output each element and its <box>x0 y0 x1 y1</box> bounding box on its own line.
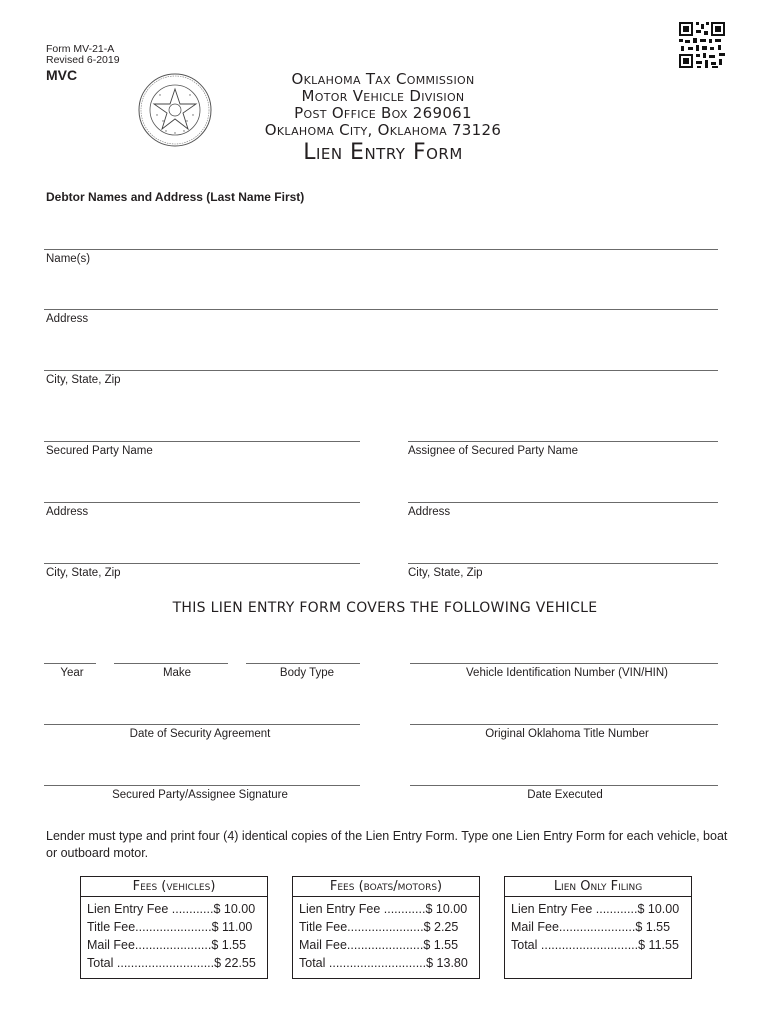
agency-line-4: Oklahoma City, Oklahoma 73126 <box>264 121 502 139</box>
fees-vehicles-title: Fees (vehicles) <box>81 877 267 897</box>
secured-party-name-label: Secured Party Name <box>46 445 153 457</box>
debtor-city-label: City, State, Zip <box>46 374 121 386</box>
fee-row: Mail Fee......................$ 1.55 <box>511 920 671 934</box>
security-date-line[interactable] <box>44 724 360 725</box>
fees-vehicles-box <box>80 876 268 979</box>
secured-party-city-label: City, State, Zip <box>46 567 121 579</box>
fee-row: Title Fee......................$ 11.00 <box>87 920 253 934</box>
date-executed-label: Date Executed <box>527 789 603 801</box>
signature-line[interactable] <box>44 785 360 786</box>
secured-party-address-label: Address <box>46 506 89 518</box>
assignee-name-line[interactable] <box>408 441 718 442</box>
form-title: Lien Entry Form <box>303 140 463 165</box>
oklahoma-state-seal-icon <box>138 73 212 147</box>
agency-line-2: Motor Vehicle Division <box>301 87 465 105</box>
secured-party-address-line[interactable] <box>44 502 360 503</box>
fees-boats-title: Fees (boats/motors) <box>293 877 479 897</box>
assignee-city-line[interactable] <box>408 563 718 564</box>
lien-only-box <box>504 876 692 979</box>
debtor-names-line[interactable] <box>44 249 718 250</box>
lien-only-title: Lien Only Filing <box>505 877 691 897</box>
vehicle-heading: THIS LIEN ENTRY FORM COVERS THE FOLLOWING VEHICLE <box>172 600 598 616</box>
fee-row: Total ............................$ 22.55 <box>87 956 256 970</box>
debtor-city-line[interactable] <box>44 370 718 371</box>
title-number-label: Original Oklahoma Title Number <box>485 728 649 740</box>
fee-row: Lien Entry Fee ............$ 10.00 <box>511 902 680 916</box>
qr-code-icon <box>679 22 725 68</box>
debtor-address-label: Address <box>46 313 89 325</box>
secured-party-name-line[interactable] <box>44 441 360 442</box>
make-line[interactable] <box>114 663 228 664</box>
debtor-names-label: Name(s) <box>46 253 91 265</box>
fees-boats-box <box>292 876 480 979</box>
date-executed-line[interactable] <box>410 785 718 786</box>
agency-line-1: Oklahoma Tax Commission <box>291 70 475 88</box>
instructions-note: Lender must type and print four (4) identical copies of the Lien Entry Form. Type one Lien Entry Form for each vehicle, boat or outboard motor. <box>46 829 728 860</box>
assignee-address-line[interactable] <box>408 502 718 503</box>
assignee-address-label: Address <box>408 506 451 518</box>
assignee-city-label: City, State, Zip <box>408 567 483 579</box>
vin-line[interactable] <box>410 663 718 664</box>
mvc-label: MVC <box>46 67 78 83</box>
secured-party-city-line[interactable] <box>44 563 360 564</box>
assignee-name-label: Assignee of Secured Party Name <box>408 445 579 457</box>
year-line[interactable] <box>44 663 96 664</box>
body-type-label: Body Type <box>279 667 335 679</box>
security-date-label: Date of Security Agreement <box>129 728 271 740</box>
title-number-line[interactable] <box>410 724 718 725</box>
fee-row: Mail Fee......................$ 1.55 <box>87 938 247 952</box>
fee-row: Lien Entry Fee ............$ 10.00 <box>87 902 256 916</box>
body-type-line[interactable] <box>246 663 360 664</box>
agency-line-3: Post Office Box 269061 <box>294 104 472 122</box>
fee-row: Lien Entry Fee ............$ 10.00 <box>299 902 468 916</box>
make-label: Make <box>162 667 192 679</box>
debtor-heading: Debtor Names and Address (Last Name First) <box>46 190 305 204</box>
fee-row: Mail Fee......................$ 1.55 <box>299 938 459 952</box>
fee-row: Total ............................$ 13.80 <box>299 956 468 970</box>
debtor-address-line[interactable] <box>44 309 718 310</box>
vin-label: Vehicle Identification Number (VIN/HIN) <box>466 667 668 679</box>
fee-row: Title Fee......................$ 2.25 <box>299 920 459 934</box>
year-label: Year <box>60 667 84 679</box>
signature-label: Secured Party/Assignee Signature <box>112 789 288 801</box>
fee-row: Total ............................$ 11.55 <box>511 938 679 952</box>
form-number: Form MV-21-A <box>46 43 115 55</box>
revision-date: Revised 6-2019 <box>46 54 120 66</box>
